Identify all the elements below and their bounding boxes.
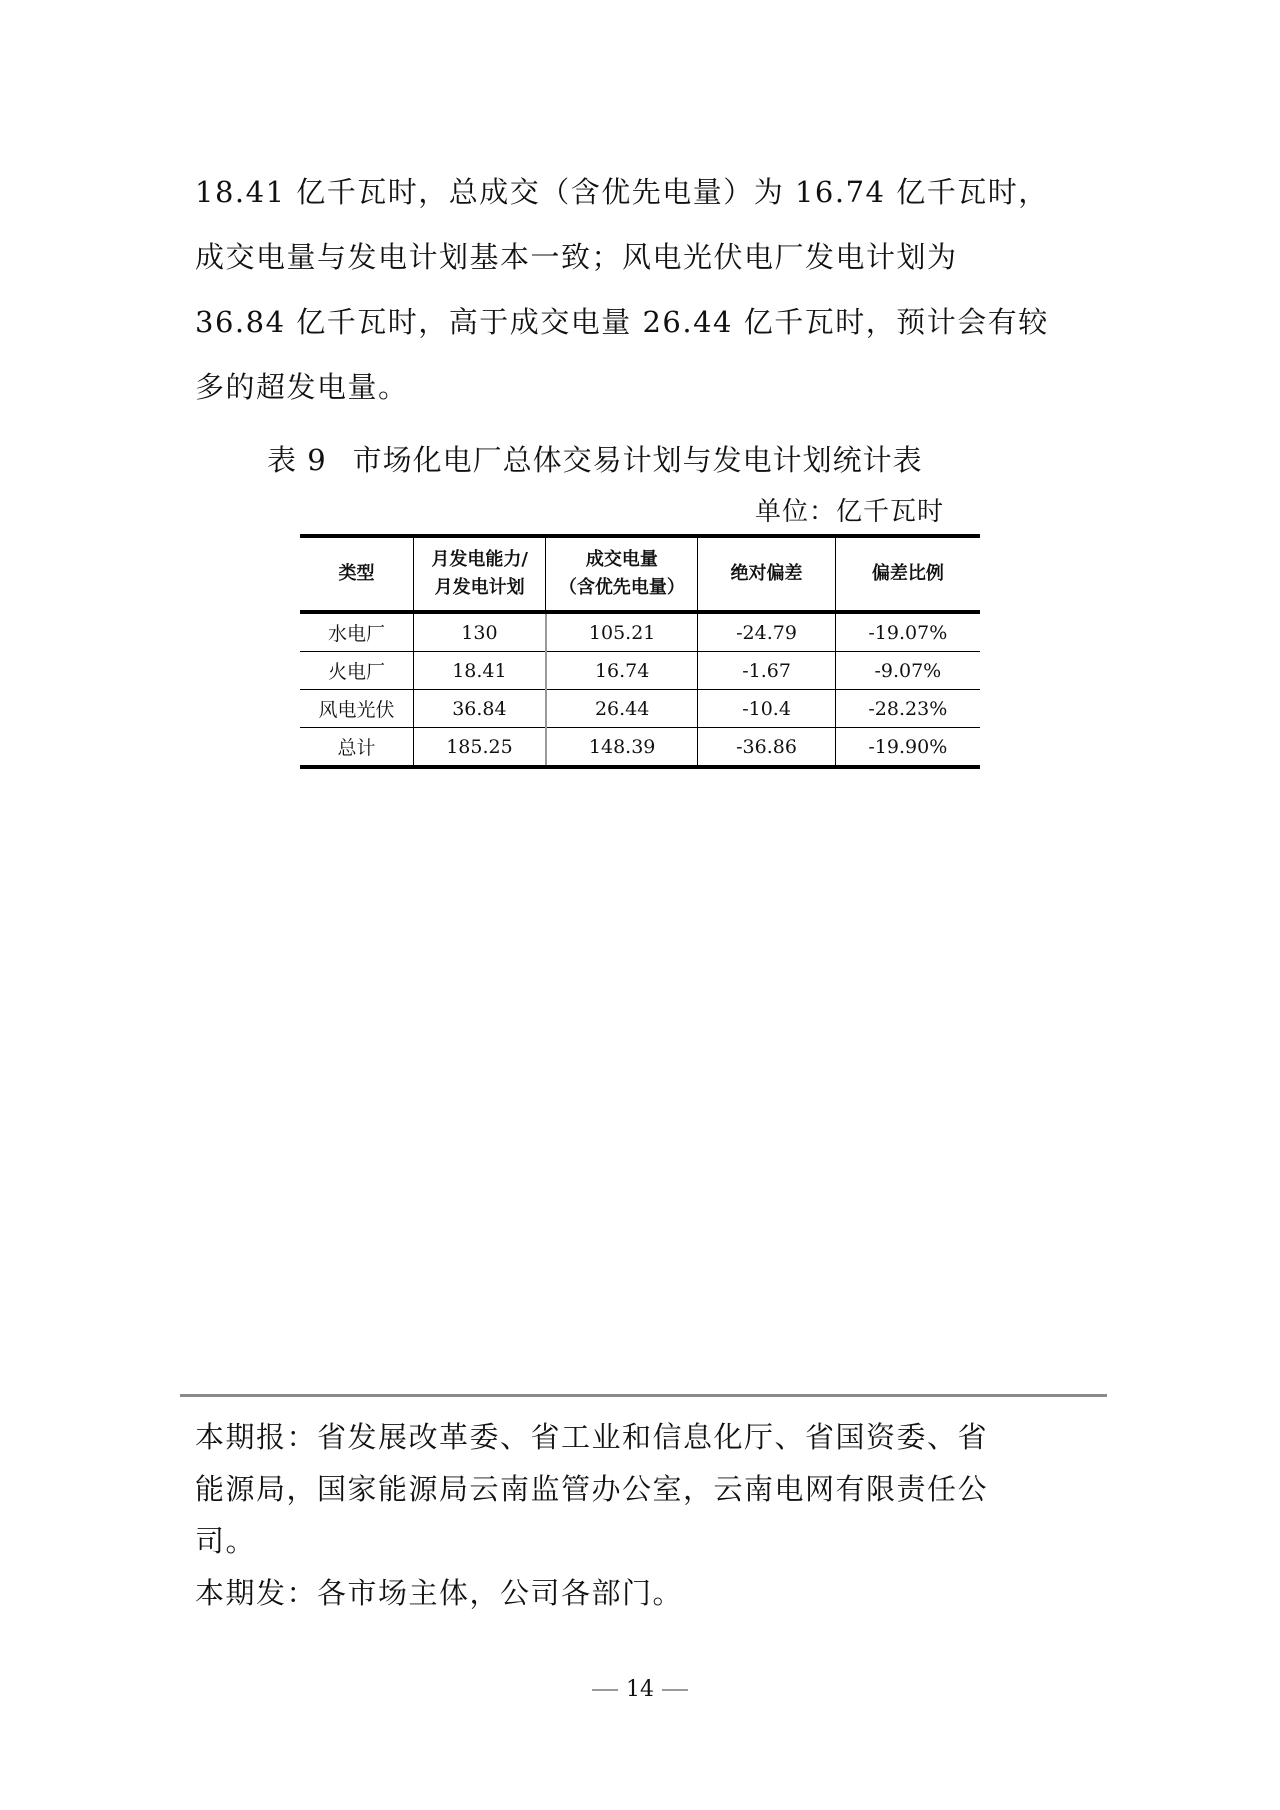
cell-traded: 105.21 [546,612,698,652]
table-unit: 单位：亿千瓦时 [755,497,945,527]
cell-abs-dev: -1.67 [698,652,835,690]
table-title [267,438,923,482]
cell-type: 火电厂 [300,652,414,690]
table-title-text: 市场化电厂总体交易计划与发电计划统计表 [352,443,923,477]
cell-plan: 130 [414,612,546,652]
table-row [300,612,980,652]
cell-ratio: -28.23% [835,690,980,728]
cell-type: 总计 [300,728,414,768]
table-row [300,690,980,728]
header-deviation-ratio: 偏差比例 [835,536,980,612]
cell-ratio: -19.07% [835,612,980,652]
cell-type: 水电厂 [328,623,386,645]
table-header-row [300,536,980,612]
header-type: 类型 [300,536,414,612]
table-row-total [300,728,980,768]
page-number [0,1675,1280,1705]
footer-divider [180,1394,1107,1397]
page-number-value: 14 [626,1677,654,1702]
cell-abs-dev: -36.86 [698,728,835,768]
cell-abs-dev: -24.79 [698,612,835,652]
body-line: 多的超发电量。 [195,370,409,404]
dash-right [662,1689,688,1691]
table-number: 表 9 [267,443,327,477]
cell-plan: 18.41 [414,652,546,690]
body-paragraph [195,160,1090,420]
cell-ratio: -19.90% [835,728,980,768]
cell-type: 风电光伏 [300,690,414,728]
body-line: 18.41 亿千瓦时，总成交（含优先电量）为 16.74 亿千瓦时， [195,175,1049,209]
dash-left [592,1689,618,1691]
cell-traded: 16.74 [546,652,698,690]
header-monthly-plan: 月发电能力/ 月发电计划 [414,536,546,612]
body-line: 成交电量与发电计划基本一致；风电光伏电厂发电计划为 [195,240,958,274]
footer-line: 司。 [195,1524,257,1558]
footer-line: 本期发：各市场主体，公司各部门。 [195,1576,684,1610]
body-line: 36.84 亿千瓦时，高于成交电量 26.44 亿千瓦时，预计会有较 [195,305,1049,339]
footer-line: 本期报：省发展改革委、省工业和信息化厅、省国资委、省 [195,1420,989,1454]
cell-plan: 36.84 [414,690,546,728]
stats-table [300,534,980,769]
header-traded-volume: 成交电量 （含优先电量） [546,536,698,612]
footer-line: 能源局，国家能源局云南监管办公室，云南电网有限责任公 [195,1472,989,1506]
distribution-footer [195,1411,1090,1619]
cell-traded: 148.39 [546,728,698,768]
header-absolute-deviation: 绝对偏差 [698,536,835,612]
cell-ratio: -9.07% [835,652,980,690]
cell-traded: 26.44 [546,690,698,728]
cell-abs-dev: -10.4 [698,690,835,728]
cell-plan: 185.25 [414,728,546,768]
table-row [300,652,980,690]
